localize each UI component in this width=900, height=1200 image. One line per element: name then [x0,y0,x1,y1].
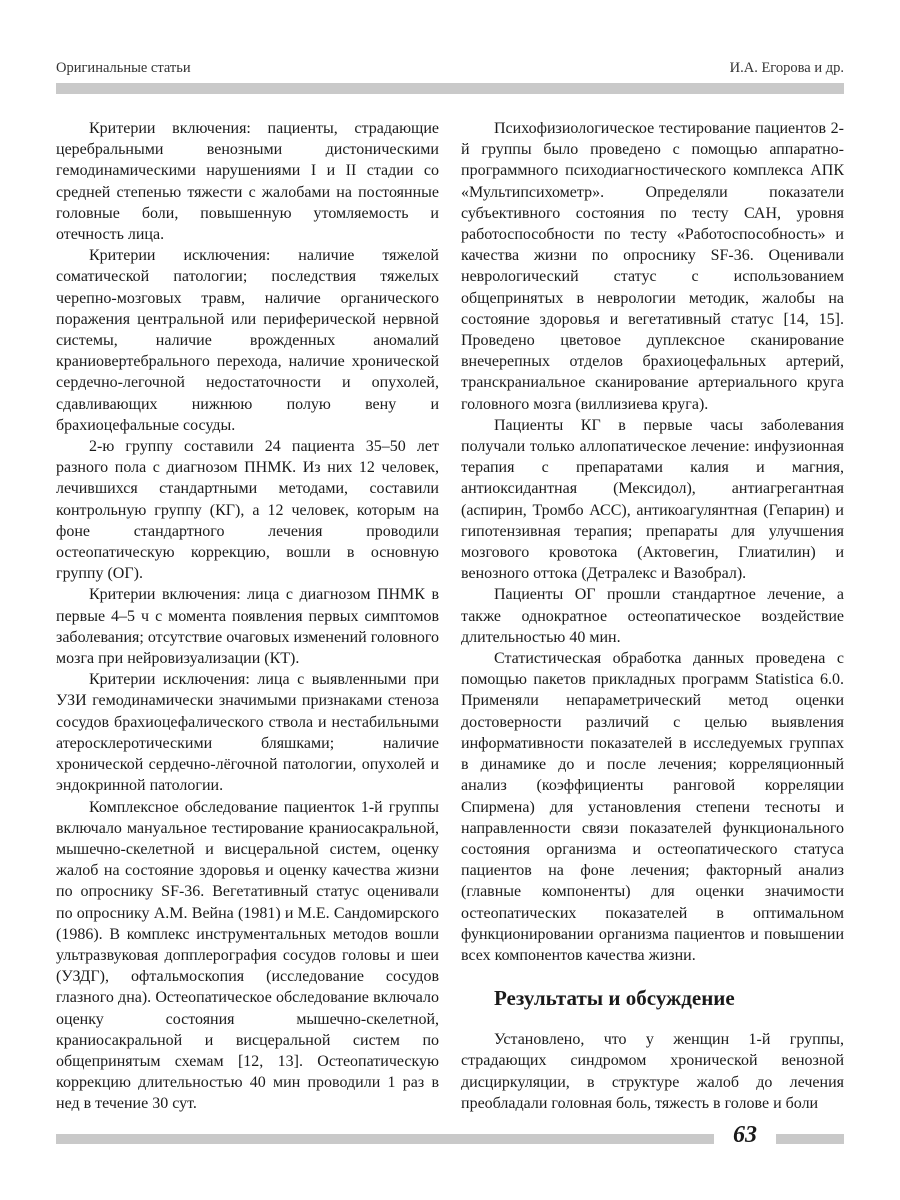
paragraph: Пациенты КГ в первые часы заболевания получали только аллопатическое лечение: инфузионная терапия с препаратами калия и магния, антиоксидантная (Мексидол), антиагрегантная (аспирин, Тромбо АСС), антикоагулянтная (Гепарин) и гипотензивная терапия; препараты для улучшения мозгового кровотока (Актовегин, Глиатилин) и венозного оттока (Детралекс и Вазобрал). [461,416,844,583]
paragraph: Критерии включения: лица с диагнозом ПНМК в первые 4–5 ч с момента появления первых симптомов заболевания; отсутствие очаговых изменений головного мозга при нейровизуализации (КТ). [56,586,439,668]
paragraph: Критерии исключения: лица с выявленными при УЗИ гемодинамически значимыми признаками стеноза сосудов брахиоцефалического ствола и нестабильными атеросклеротическими бляшками; наличие хронической сердечно-лёгочной патологии, опухолей и эндокринной патологии. [56,671,439,795]
paragraph: Установлено, что у женщин 1-й группы, страдающих синдромом хронической венозной дисциркуляции, в структуре жалоб до лечения преобладали головная боль, тяжесть в голове и боли [461,1031,844,1112]
right-column [461,118,844,1114]
section-heading: Результаты и обсуждение [494,986,735,1011]
paragraph: Пациенты ОГ прошли стандартное лечение, а также однократное остеопатическое воздействие длительностью 40 мин. [461,586,844,646]
footer-rule-right [776,1134,844,1144]
paragraph: 2-ю группу составили 24 пациента 35–50 лет разного пола с диагнозом ПНМК. Из них 12 человек, лечившихся стандартными методами, составили контрольную группу (КГ), а 12 человек, которым на фоне стандартного лечения проводили остеопатическую коррекцию, вошли в основную группу (ОГ). [56,438,439,583]
authors-label: И.А. Егорова и др. [729,60,844,76]
paragraph: Критерии исключения: наличие тяжелой соматической патологии; последствия тяжелых черепно-мозговых травм, наличие органического поражения центральной или периферической нервной системы, наличие врожденных аномалий краниовертебрального перехода, наличие хронической сердечно-легочной недостаточности и опухолей, сдавливающих нижнюю полую вену и брахиоцефальные сосуды. [56,247,439,434]
paragraph: Психофизиологическое тестирование пациентов 2-й группы было проведено с помощью аппаратно-программного психодиагностического комплекса АПК «Мультипсихометр». Определяли показатели субъективного состояния по тесту САН, уровня работоспособности по тесту «Работоспособность» и качества жизни по опроснику SF-36. Оценивали неврологический статус с использованием общепринятых в неврологии методик, жалобы на состояние здоровья и вегетативный статус [14, 15]. Проведено цветовое дуплексное сканирование внечерепных отделов брахиоцефальных артерий, транскраниальное сканирование артериального круга головного мозга (виллизиева круга). [461,120,844,413]
paragraph: Статистическая обработка данных проведена с помощью пакетов прикладных программ Statistica 6.0. Применяли непараметрический метод оценки достоверности различий с целью выявления информативности показателей в исследуемых группах в динамике до и после лечения; корреляционный анализ (коэффициенты ранговой корреляции Спирмена) для установления степени тесноты и направленности связи показателей функционального состояния организма и остеопатического статуса пациентов на фоне лечения; факторный анализ (главные компоненты) для оценки значимости остеопатических показателей в оптимальном функционировании организма пациентов и повышении всех компонентов качества жизни. [461,650,844,964]
section-label: Оригинальные статьи [56,60,191,76]
paragraph: Критерии включения: пациенты, страдающие церебральными венозными дистоническими гемодинамическими нарушениями I и II стадии со средней степенью тяжести с жалобами на постоянные головные боли, повышенную утомляемость и отечность лица. [56,120,439,244]
paragraph: Комплексное обследование пациенток 1-й группы включало мануальное тестирование краниосакральной, мышечно-скелетной и висцеральной систем, оценку жалоб на состояние здоровья и оценку качества жизни по опроснику SF-36. Вегетативный статус оценивали по опроснику А.М. Вейна (1981) и М.Е. Сандомирского (1986). В комплекс инструментальных методов вошли ультразвуковая допплерография сосудов головы и шеи (УЗДГ), офтальмоскопия (исследование сосудов глазного дна). Остеопатическое обследование включало оценку состояния мышечно-скелетной, краниосакральной и висцеральной систем по общепринятым схемам [12, 13]. Остеопатическую коррекцию длительностью 40 мин проводили 1 раз в нед в течение 30 сут. [56,798,439,1113]
footer-rule-left [56,1134,714,1144]
running-head [56,60,844,82]
header-rule [56,83,844,94]
page-number: 63 [733,1122,757,1148]
left-column [56,118,439,1115]
